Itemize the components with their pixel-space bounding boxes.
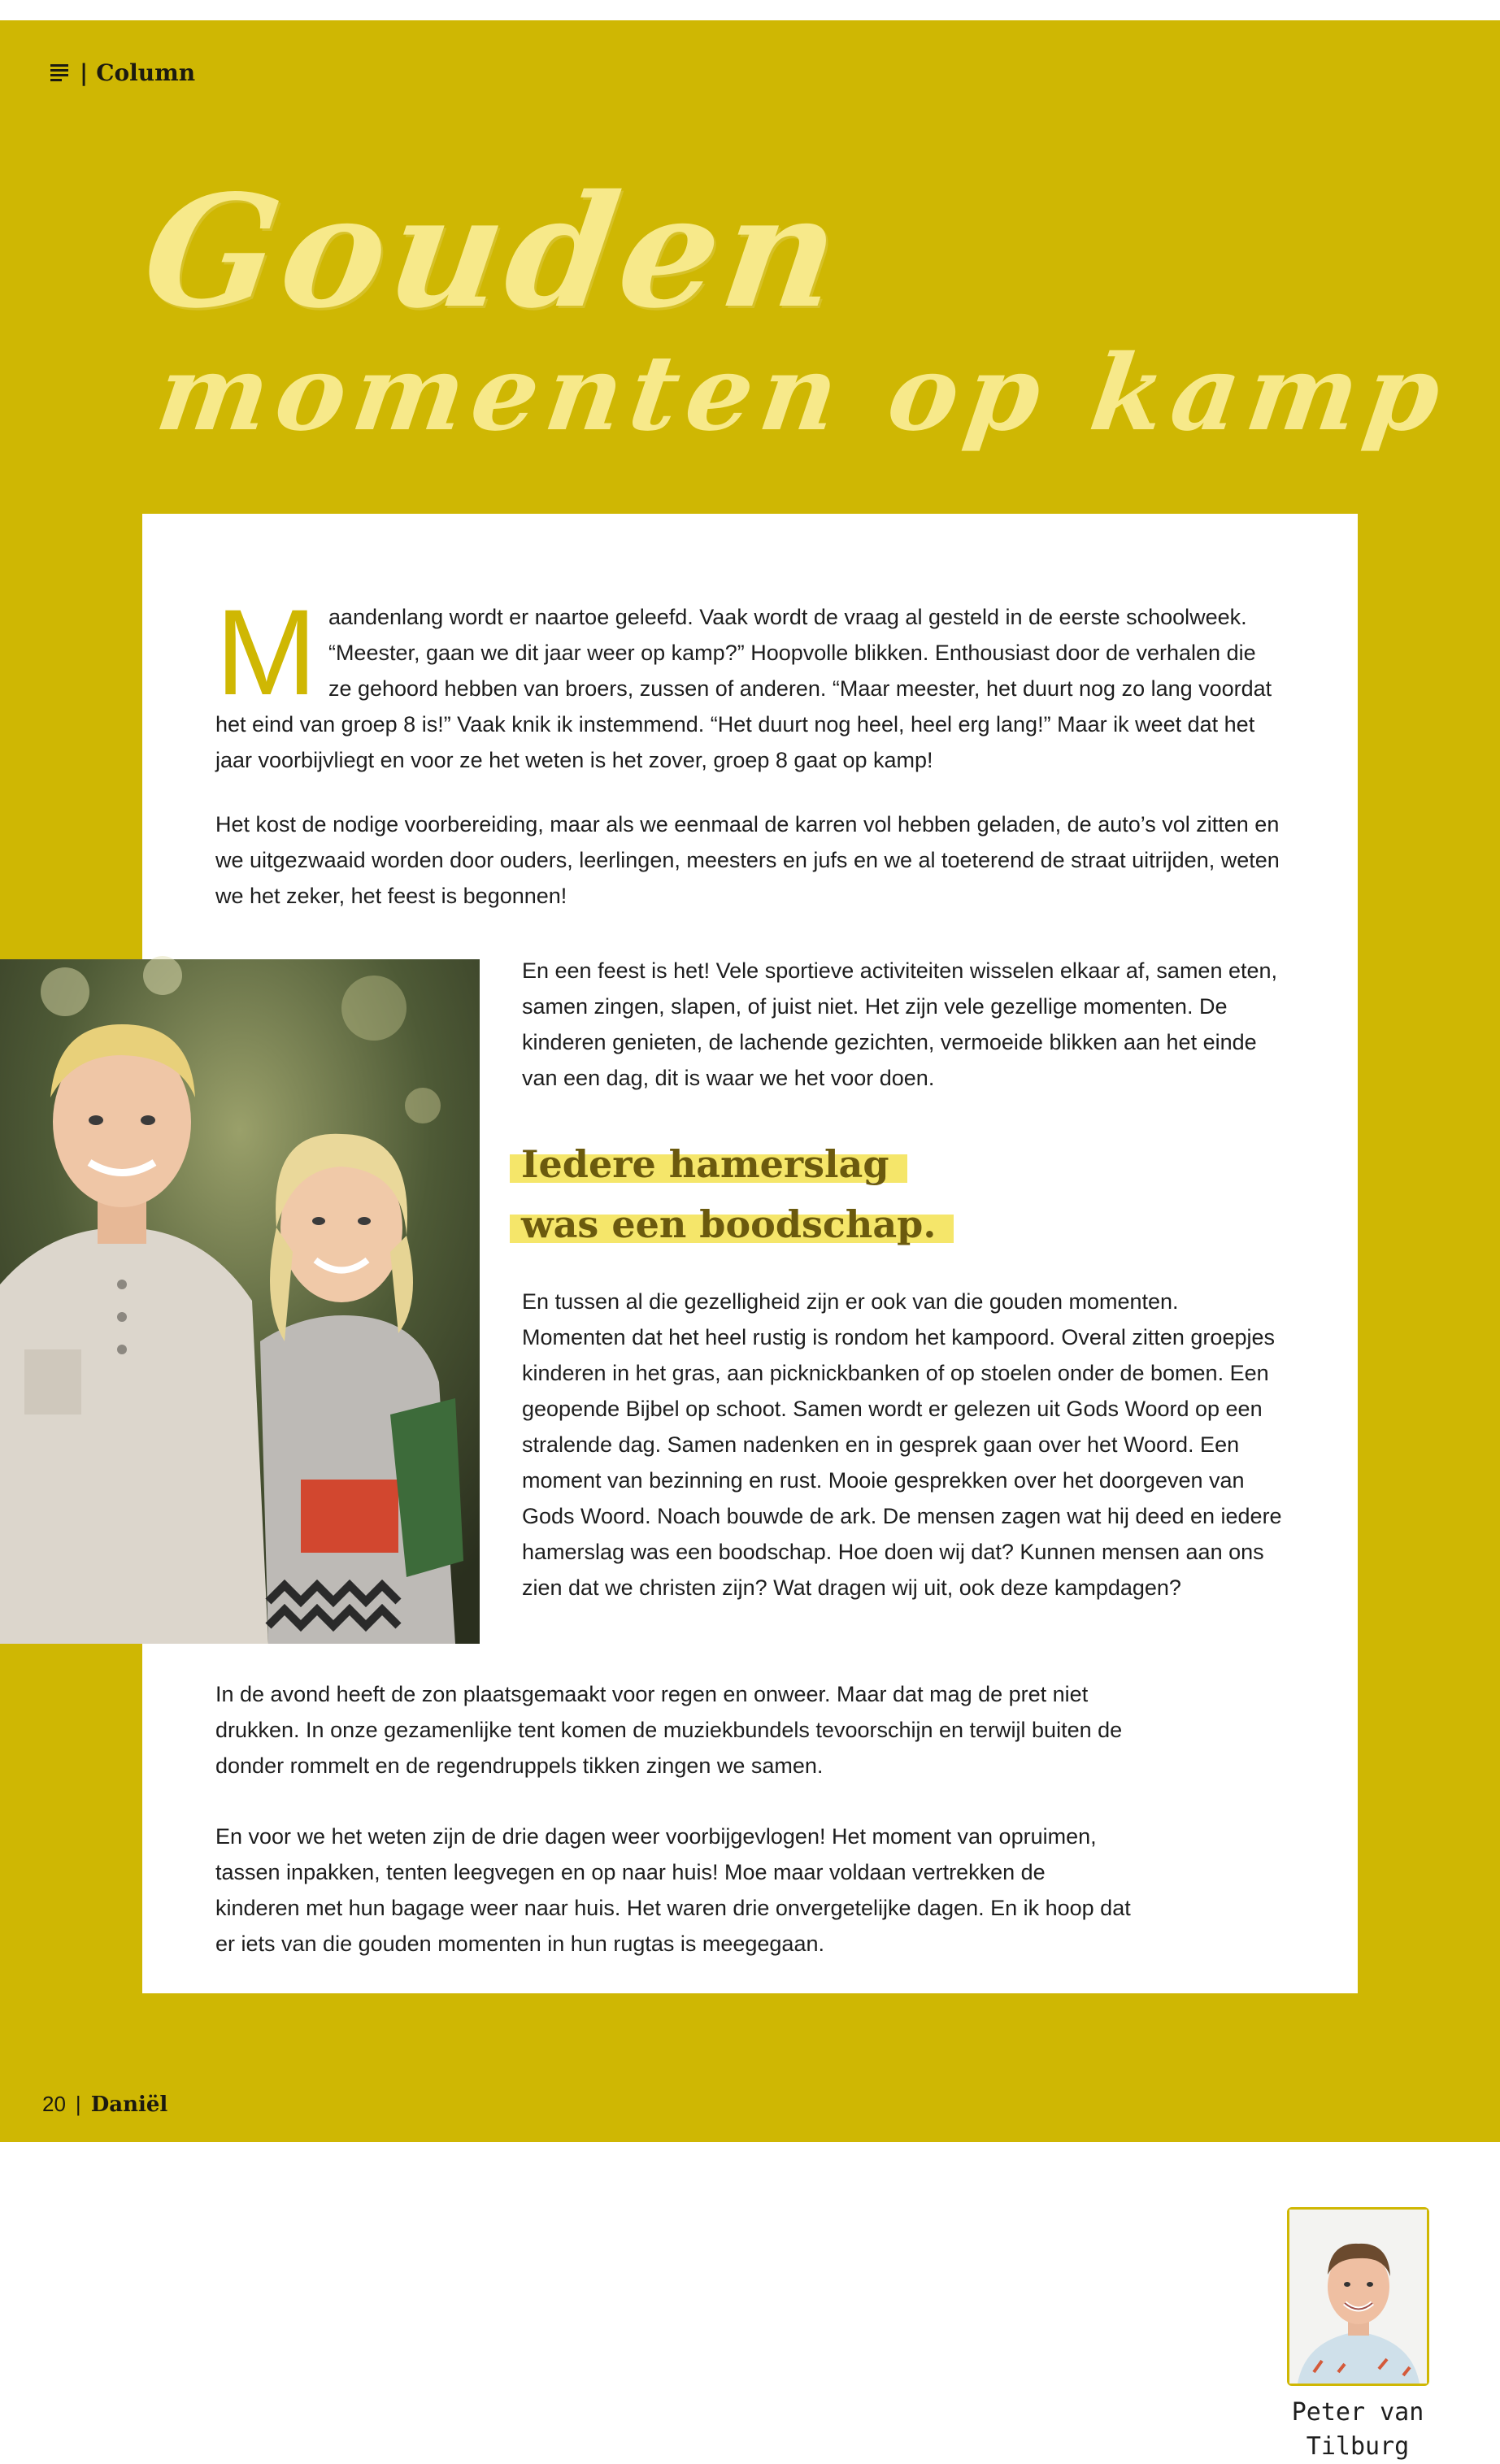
pull-quote-line-2: was een boodschap.: [510, 1200, 954, 1249]
paragraph-1-text: aandenlang wordt er naartoe geleefd. Vaak wordt de vraag al gesteld in de eerste schoolweek. “Meester, gaan we dit jaar weer op kamp?” Hoopvolle blikken. Enthousiast door de verhalen die ze gehoord hebben van broers, zussen of anderen. “Maar meester, het duurt nog zo lang voordat het eind van groep 8 is!” Vaak knik ik instemmend. “Het duurt nog heel, heel erg lang!” Maar ik weet dat het jaar voorbijvliegt en voor ze het weten is het zover, groep 8 gaat op kamp!: [215, 605, 1272, 772]
paragraph-5: In de avond heeft de zon plaatsgemaakt voor regen en onweer. Maar dat mag de pret niet drukken. In onze gezamenlijke tent komen de muziekbundels tevoorschijn en terwijl buiten de donder rommelt en de regendruppels tikken zingen we samen.: [215, 1682, 1123, 1778]
pull-quote-line-1: Iedere hamerslag: [510, 1140, 907, 1189]
paragraph-2: Het kost de nodige voorbereiding, maar als we eenmaal de karren vol hebben geladen, de auto’s vol zitten en we uitgezwaaid worden door ouders, leerlingen, meesters en jufs en we al toeterend de straat uitrijden, weten we het zeker, het feest is begonnen!: [215, 812, 1280, 908]
tag-separator: |: [80, 59, 89, 86]
title-line-1: Gouden: [133, 161, 854, 342]
page-footer: [42, 2092, 167, 2117]
document-lines-icon: [49, 61, 72, 84]
paragraph-3: En een feest is het! Vele sportieve activiteiten wisselen elkaar af, samen eten, samen zingen, slapen, of juist niet. Het zijn vele gezellige momenten. De kinderen genieten, de lachende gezichten, vermoeide blikken aan het einde van een dag, dit is waar we het voor doen.: [522, 958, 1278, 1090]
footer-separator: |: [75, 2092, 81, 2116]
title-line-2: momenten op kamp: [150, 332, 1456, 454]
page-background: [0, 20, 1500, 2461]
paragraph-6: En voor we het weten zijn de drie dagen weer voorbijgevlogen! Het moment van opruimen, tassen inpakken, tenten leegvegen en op naar huis! Moe maar voldaan vertrekken de kinderen met hun bagage weer naar huis. Het waren drie onvergetelijke dagen. En ik hoop dat er iets van die gouden momenten in hun rugtas is meegegaan.: [215, 1824, 1131, 1956]
section-tag: [49, 56, 195, 89]
magazine-name: Daniël: [90, 2092, 168, 2117]
section-label: Column: [96, 59, 196, 86]
paragraph-4: En tussen al die gezelligheid zijn er ook van die gouden momenten. Momenten dat het heel rustig is rondom het kampoord. Overal zitten groepjes kinderen in het gras, aan picknickbanken of op stoelen onder de bomen. Een geopende Bijbel op schoot. Samen wordt er gelezen uit Gods Woord op een stralende dag. Samen nadenken en in gesprek gaan over het Woord. Een moment van bezinning en rust. Mooie gesprekken over het doorgeven van Gods Woord. Noach bouwde de ark. De mensen zagen wat hij deed en iedere hamerslag was een boodschap. Hoe doen wij dat? Kunnen mensen aan ons zien dat we christen zijn? Wat dragen wij uit, ook deze kampdagen?: [522, 1289, 1282, 1600]
drop-cap: M: [215, 584, 317, 720]
author-photo: [1287, 2207, 1429, 2386]
page-number: 20: [42, 2092, 66, 2116]
author-name-line-1: Peter van: [1291, 2398, 1424, 2427]
pull-quote: [510, 1140, 954, 1260]
author-name-line-2: Tilburg: [1306, 2432, 1410, 2461]
paragraph-1: [215, 584, 1280, 778]
children-photo: [0, 959, 480, 1644]
author-name: [1272, 2396, 1443, 2464]
